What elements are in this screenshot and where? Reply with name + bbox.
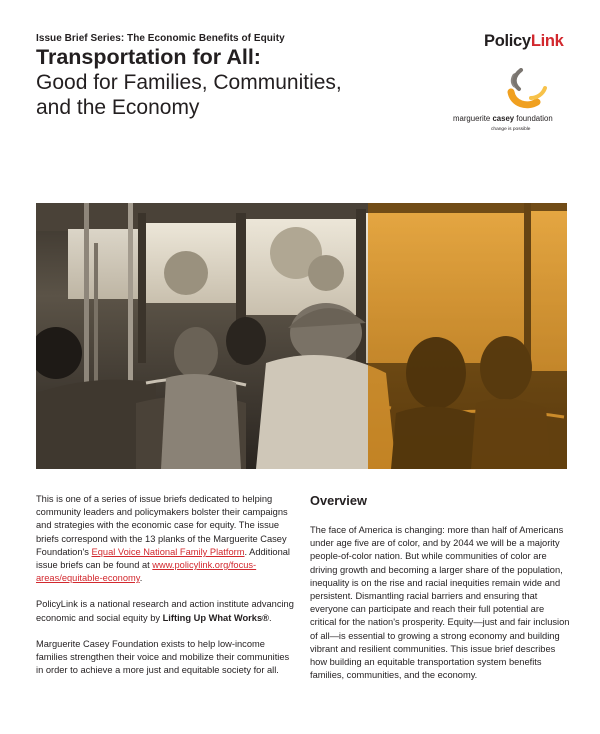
title-line-3: and the Economy (36, 96, 200, 119)
page-title (36, 45, 366, 120)
equitable-economy-link[interactable]: www.policylink.org/focus-areas/equitable-economy (36, 560, 257, 584)
overview-section (310, 493, 570, 682)
title-line-1: Transportation for All: (36, 45, 261, 69)
intro-paragraph-1 (36, 493, 298, 585)
marguerite-casey-logo-icon (501, 68, 549, 114)
marguerite-casey-tagline: change is possible (491, 127, 531, 132)
policylink-logo (484, 32, 564, 51)
intro-p2-text: PolicyLink is a national research and action institute advancing economic and social equity by (36, 599, 294, 623)
overview-heading: Overview (310, 493, 367, 508)
equal-voice-platform-link[interactable]: Equal Voice National Family Platform (91, 546, 245, 557)
lifting-up-what-works: Lifting Up What Works® (162, 612, 269, 623)
mc-name-bold: casey (492, 114, 515, 123)
intro-p1-text2: . Additional issue briefs can be found at (36, 546, 290, 571)
intro-p1-text: This is one of a series of issue briefs dedicated to helping community leaders and policymakers bolster their campaigns and strategies with the economic case for equity. The issue briefs correspond with the 13 planks of the Marguerite Casey Foundation's (36, 494, 288, 557)
intro-column (36, 493, 298, 690)
intro-paragraph-3: Marguerite Casey Foundation exists to help low-income families strengthen their voice and mobilize their communities in order to achieve a more just and equitable society for all. (36, 638, 290, 676)
photo-illustration (36, 203, 567, 469)
mc-name-prefix: marguerite (453, 114, 493, 123)
intro-paragraph-2 (36, 598, 298, 624)
title-line-2: Good for Families, Communities, (36, 71, 342, 94)
mc-name-suffix: foundation (514, 114, 553, 123)
policylink-logo-part2: Link (530, 32, 564, 50)
policylink-logo-part1: Policy (484, 32, 531, 50)
series-label: Issue Brief Series: The Economic Benefits of Equity (36, 33, 285, 44)
bus-passengers-photo (36, 203, 567, 469)
marguerite-casey-name (453, 114, 553, 123)
intro-p1-text3: . (139, 573, 143, 584)
overview-body: The face of America is changing: more than half of Americans under age five are of color, and by 2044 we will be a majority people-of-color nation. But while communities of color are driving growth and becoming a larger share of the population, inequality is on the rise and racial inequities remain wide and persistent. Dismantling racial barriers and ensuring that everyone can participate and reach their full potential are critical for the nation's prosperity. Equity—just and fair inclusion of all—is essential to growing a strong economy and building vibrant and resilient communities. This issue brief describes how building an equitable transportation system benefits families, communities, and the economy. (310, 525, 570, 681)
intro-p2-end: . (268, 612, 272, 623)
